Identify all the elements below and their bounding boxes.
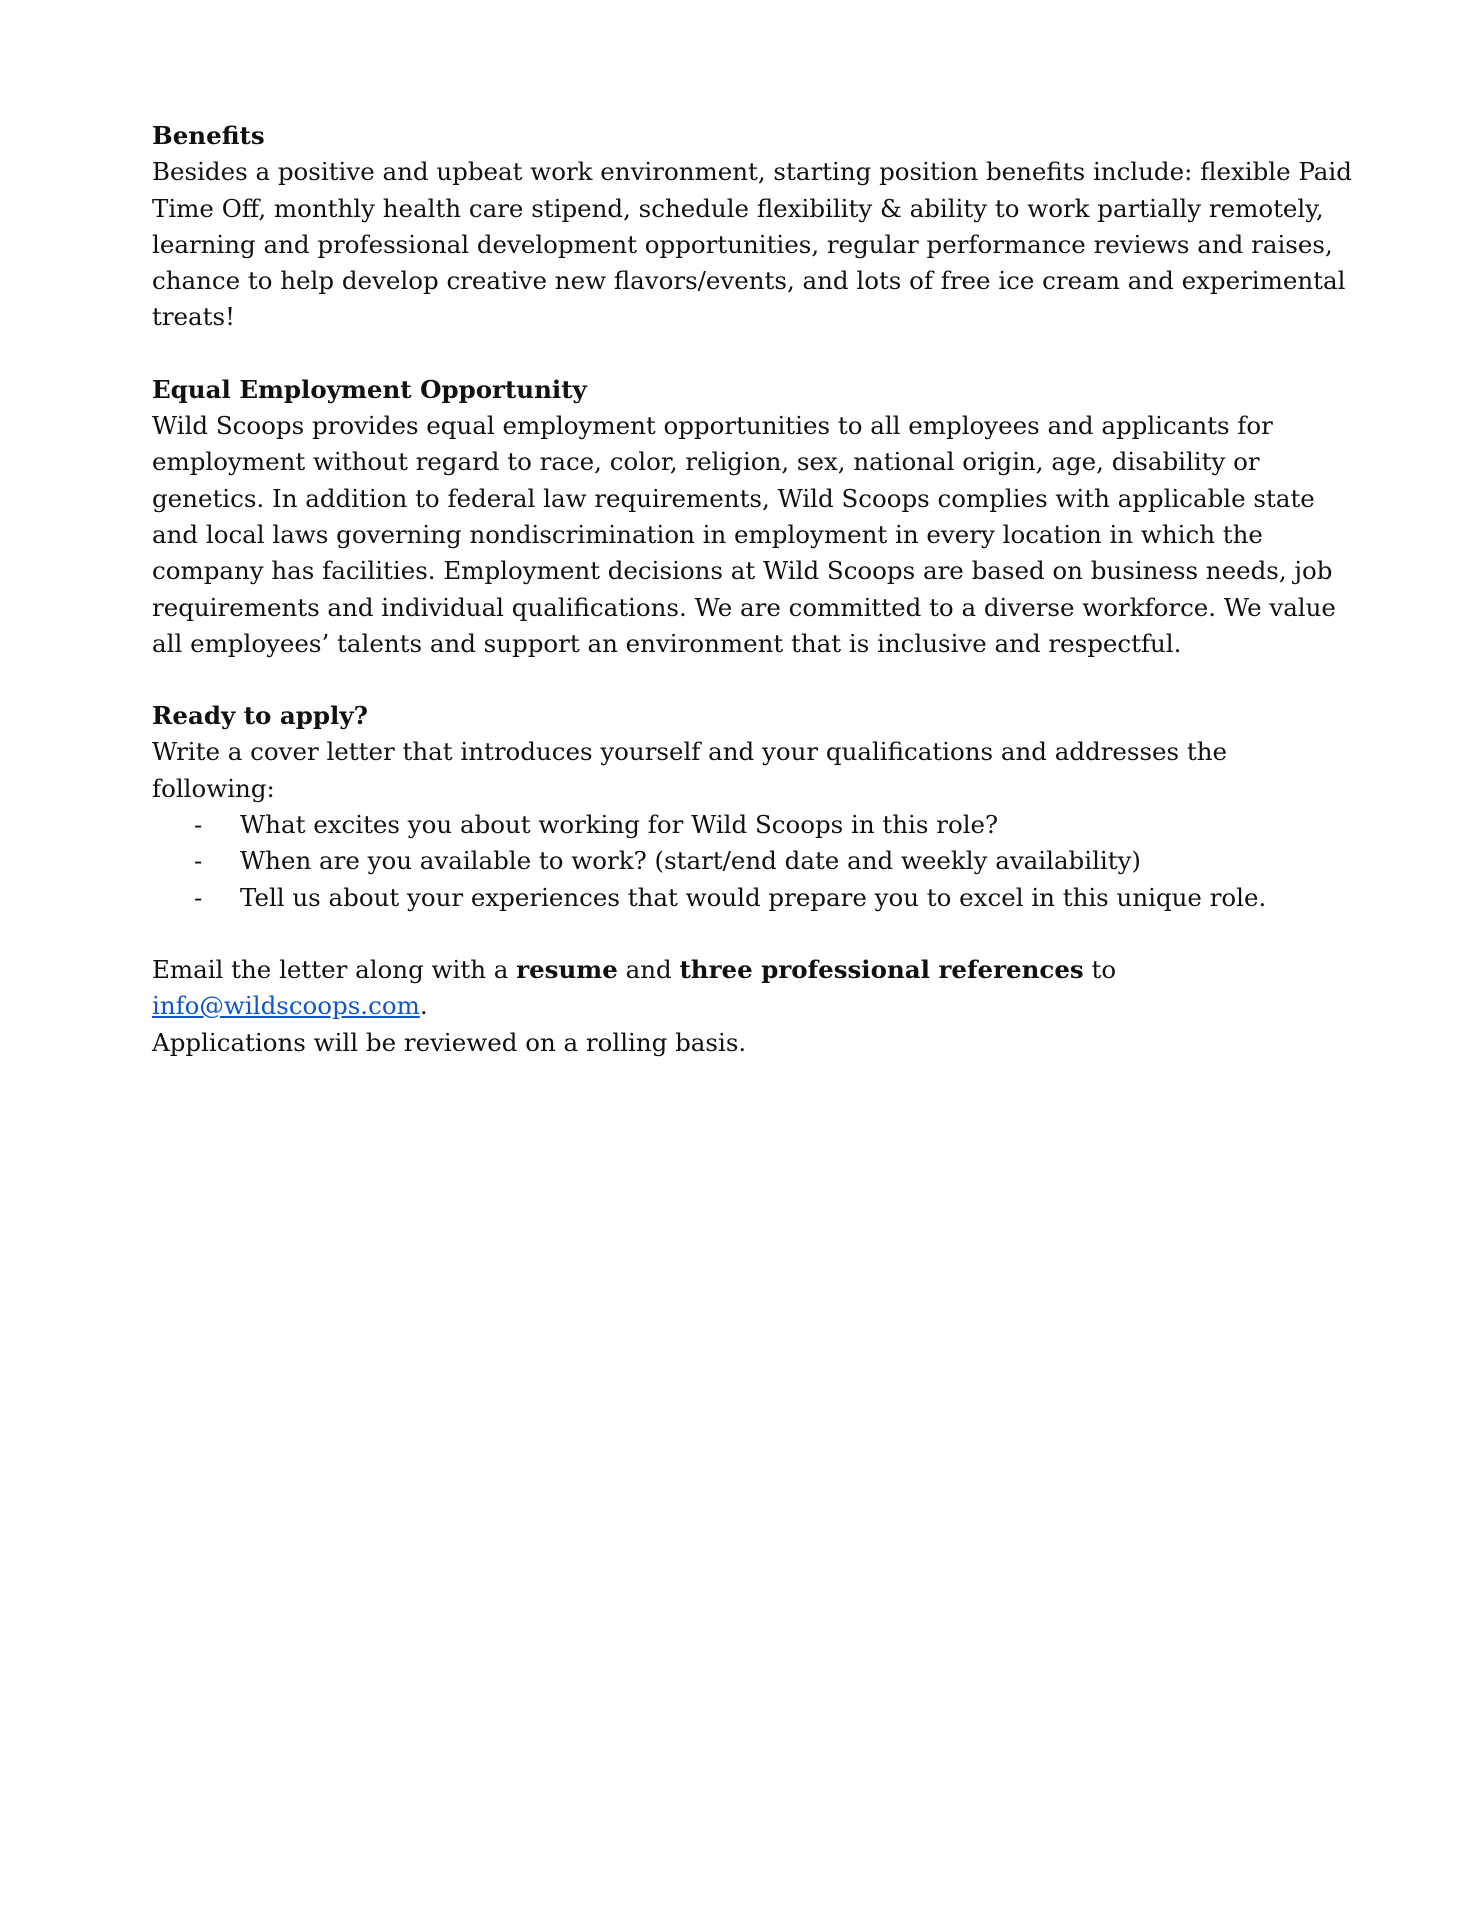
email-link[interactable]: info@wildscoops.com: [152, 991, 420, 1021]
apply-heading: Ready to apply?: [152, 701, 368, 731]
benefits-heading: Benefits: [152, 121, 265, 150]
period-text: .: [419, 991, 428, 1021]
closing-text: Applications will be reviewed on a rolling basis.: [152, 1027, 747, 1057]
apply-intro: Write a cover letter that introduces yourself and your qualifications and addresses the following:: [152, 737, 1228, 803]
and-text: and: [617, 954, 680, 984]
document-page: [152, 118, 1352, 1061]
references-label: three professional references: [679, 954, 1084, 984]
list-item-text: Tell us about your experiences that would prepare you to excel in this unique role.: [240, 882, 1267, 912]
to-text: to: [1083, 954, 1117, 984]
apply-section: [152, 698, 1352, 916]
eeo-section: [152, 372, 1352, 662]
apply-questions-list: [152, 807, 1352, 916]
list-item-text: What excites you about working for Wild Scoops in this role?: [240, 810, 999, 840]
eeo-heading: Equal Employment Opportunity: [152, 374, 587, 404]
dash-bullet: -: [194, 882, 203, 912]
email-prefix-text: Email the letter along with a: [152, 954, 517, 984]
dash-bullet: -: [194, 810, 203, 840]
list-item-text: When are you available to work? (start/end date and weekly availability): [240, 846, 1141, 876]
benefits-body: Besides a positive and upbeat work environment, starting position benefits include: flexible Paid Time Off, monthly health care stipend, schedule flexibility & ability to work partially remotely, learning and professional development opportunities, regular performance reviews and raises, chance to help develop creative new flavors/events, and lots of free ice cream and experimental treats!: [152, 157, 1352, 332]
email-instructions-section: [152, 952, 1352, 1061]
list-item: [152, 880, 1352, 916]
email-instructions: [152, 952, 1352, 1025]
list-item: [152, 807, 1352, 843]
list-item: [152, 843, 1352, 879]
eeo-body: Wild Scoops provides equal employment opportunities to all employees and applicants for employment without regard to race, color, religion, sex, national origin, age, disability or genetics. In addition to federal law requirements, Wild Scoops complies with applicable state and local laws governing nondiscrimination in employment in every location in which the company has facilities. Employment decisions at Wild Scoops are based on business needs, job requirements and individual qualifications. We are committed to a diverse workforce. We value all employees’ talents and support an environment that is inclusive and respectful.: [152, 411, 1336, 658]
dash-bullet: -: [194, 846, 203, 876]
resume-label: resume: [516, 954, 618, 984]
benefits-section: [152, 118, 1352, 336]
